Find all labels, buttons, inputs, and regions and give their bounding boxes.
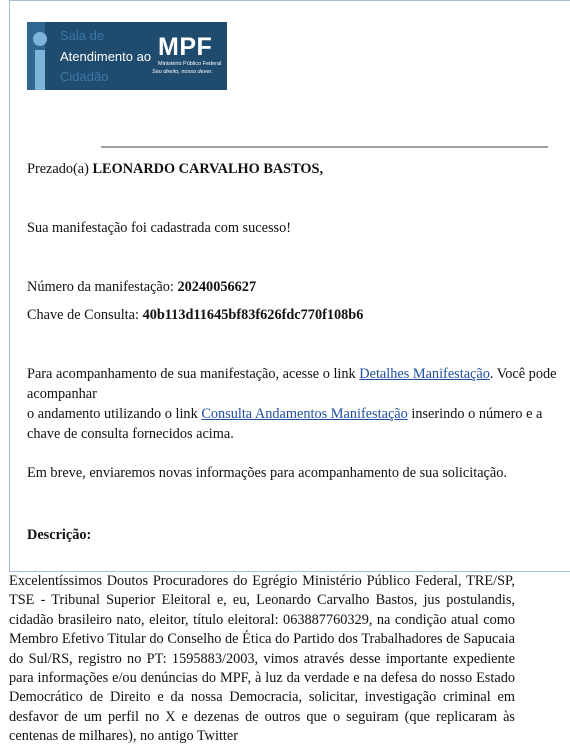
logo-tagline: Seu direito, nosso dever. — [152, 69, 213, 75]
tracking-text-2: . Você pode acompanhar — [27, 366, 557, 402]
recipient-name: LEONARDO CARVALHO BASTOS, — [92, 161, 324, 177]
news-message: Em breve, enviaremos novas informações para acompanhamento de sua solicitação. — [27, 465, 507, 481]
tracking-text-3: o andamento utilizando o link — [27, 406, 202, 422]
manifest-number-value: 20240056627 — [177, 279, 257, 295]
logo-brand-sub: Ministério Público Federal — [158, 61, 222, 67]
greeting-prefix: Prezado(a) — [27, 161, 93, 177]
tracking-text-1: Para acompanhamento de sua manifestação, acesse o link — [27, 366, 360, 382]
consult-key-label: Chave de Consulta: — [27, 307, 143, 323]
logo-line2: Atendimento ao — [60, 49, 152, 64]
header-divider — [101, 146, 548, 148]
logo-line1: Sala de — [60, 28, 105, 43]
tracking-text-4: inserindo o número e a — [407, 406, 543, 422]
person-head-icon — [33, 32, 47, 46]
greeting — [27, 161, 323, 178]
manifest-number-label: Número da manifestação: — [27, 279, 178, 295]
consult-progress-link[interactable]: Consulta Andamentos Manifestação — [201, 406, 408, 422]
success-message: Sua manifestação foi cadastrada com sucesso! — [27, 220, 291, 236]
logo-brand: MPF — [158, 33, 213, 61]
tracking-text-5: chave de consulta fornecidos acima. — [27, 426, 234, 442]
tracking-paragraph — [27, 364, 567, 444]
mpf-logo — [27, 22, 227, 90]
manifest-number — [27, 279, 256, 296]
consult-key-value: 40b113d11645bf83f626fdc770f108b6 — [142, 307, 364, 323]
logo-line3: Cidadão — [60, 69, 109, 84]
description-label: Descrição: — [27, 527, 92, 543]
details-manifest-link[interactable]: Detalhes Manifestação — [359, 366, 490, 382]
description-text: Excelentíssimos Doutos Procuradores do Egrégio Ministério Público Federal, TRE/SP, TSE - Tribunal Superior Eleitoral e, eu, Leonardo Carvalho Bastos, jus postulandis, cidadão brasileiro nato, eleitor, título eleitoral: 063887760329, na condição atual como Membro Efetivo Titular do Conselho de Ética do Partido dos Trabalhadores de Sapucaia do Sul/RS, registro no PT: 1595883/2003, vimos através desse importante expediente para informações e/ou denúncias do MPF, à luz da verdade e na defesa do nosso Estado Democrático de Direito e da nossa Democracia, solicitar, investigação criminal em desfavor de um perfil no X e dezenas de outros que o seguiram (que replicaram às centenas de milhares), no antigo Twitter — [9, 573, 515, 745]
consult-key — [27, 307, 363, 324]
person-body-icon — [35, 50, 45, 90]
